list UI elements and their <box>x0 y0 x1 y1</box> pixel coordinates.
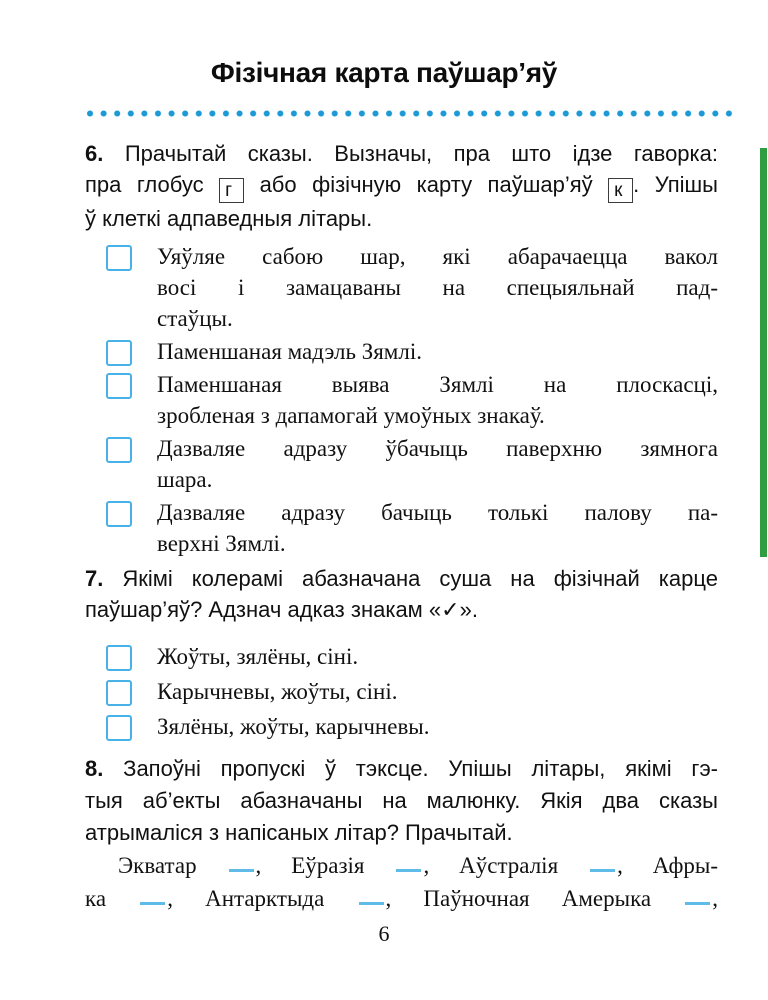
answer-checkbox[interactable] <box>106 340 132 366</box>
write-in-blank[interactable] <box>590 869 615 872</box>
task6-line1: Прачытай сказы. Вызначы, пра што ідзе гаворка: <box>124 141 718 166</box>
text-line: восі і замацаваны на спецыяльнай пад- <box>157 275 718 300</box>
text-line <box>85 138 718 169</box>
option-label: Зялёны, жоўты, карычневы. <box>157 714 430 739</box>
fill-text: ка <box>85 886 107 911</box>
option-label: Жоўты, зялёны, сіні. <box>157 644 359 669</box>
task7-heading <box>85 563 718 625</box>
task8-line3: атрымаліся з напісаных літар? Прачытай. <box>85 820 513 845</box>
letter-box-k <box>608 178 633 203</box>
answer-checkbox[interactable] <box>106 645 132 671</box>
answer-checkbox[interactable] <box>106 245 132 271</box>
task7-options <box>85 641 718 744</box>
text-line <box>85 882 718 915</box>
write-in-blank[interactable] <box>396 869 421 872</box>
text-line <box>85 563 718 594</box>
fill-text: Экватар <box>118 853 197 878</box>
list-item <box>85 711 718 742</box>
letter-box-g <box>219 178 244 203</box>
green-edge-bar <box>760 148 767 557</box>
answer-checkbox[interactable] <box>106 501 132 527</box>
text-line: стаўцы. <box>157 306 233 331</box>
text-line <box>85 169 718 203</box>
task8-fill-text <box>85 849 718 915</box>
task7-number: 7. <box>85 566 104 591</box>
text-line: зробленая з дапамогай умоўных знакаў. <box>157 403 545 428</box>
text-line: шара. <box>157 467 213 492</box>
task7-line2: паўшар’яў? Адзнач адказ знакам «✓». <box>85 597 478 622</box>
task7-line1: Якімі колерамі абазначана суша на фізічнай карце <box>122 566 718 591</box>
list-item <box>85 433 718 495</box>
task6-items <box>85 241 718 561</box>
letter-g: г <box>225 180 233 201</box>
answer-checkbox[interactable] <box>106 373 132 399</box>
answer-checkbox[interactable] <box>106 715 132 741</box>
task8-number: 8. <box>85 756 104 781</box>
fill-text: , <box>712 886 719 911</box>
list-item <box>85 369 718 431</box>
write-in-blank[interactable] <box>359 902 384 905</box>
dotted-rule <box>86 109 738 118</box>
text-line: Паменшаная мадэль Зямлі. <box>157 339 422 364</box>
task6-number: 6. <box>85 141 104 166</box>
write-in-blank[interactable] <box>229 869 254 872</box>
text-line: Уяўляе сабою шар, які абарачаецца вакол <box>157 244 718 269</box>
list-item <box>85 676 718 707</box>
task6-line2-post: . Упішы <box>633 172 718 197</box>
task6-heading <box>85 138 718 234</box>
text-line <box>85 753 718 785</box>
text-line: Паменшаная выява Зямлі на плоскасці, <box>157 372 718 397</box>
list-item <box>85 497 718 559</box>
fill-text: , Еўразія <box>255 853 365 878</box>
fill-text: , Аўстралія <box>423 853 559 878</box>
task8-line2: тыя аб’екты абазначаны на малюнку. Якія два сказы <box>85 788 718 813</box>
task6-line2-mid: або фізічную карту паўшар’яў <box>259 172 593 197</box>
answer-checkbox[interactable] <box>106 680 132 706</box>
task8-heading <box>85 753 718 849</box>
write-in-blank[interactable] <box>685 902 710 905</box>
page-title: Фізічная карта паўшар’яў <box>210 57 558 88</box>
option-label: Карычневы, жоўты, сіні. <box>157 679 398 704</box>
fill-text: , Афры- <box>617 853 719 878</box>
page-number: 6 <box>378 921 390 946</box>
task6-line3: ў клеткі адпаведныя літары. <box>85 206 373 231</box>
list-item <box>85 641 718 672</box>
letter-k: к <box>614 180 623 201</box>
answer-checkbox[interactable] <box>106 437 132 463</box>
task8-line1: Запоўні пропускі ў тэксце. Упішы літары, якімі гэ- <box>123 756 718 781</box>
fill-text: , Антарктыда <box>167 886 325 911</box>
task6-line2-pre: пра глобус <box>85 172 204 197</box>
text-line: верхні Зямлі. <box>157 531 286 556</box>
text-line: Дазваляе адразу ўбачыць паверхню зямнога <box>157 436 718 461</box>
text-line <box>85 849 718 882</box>
fill-text: , Паўночная Амерыка <box>385 886 652 911</box>
list-item <box>85 241 718 334</box>
list-item <box>85 336 718 367</box>
text-line: Дазваляе адразу бачыць толькі палову па- <box>157 500 718 525</box>
write-in-blank[interactable] <box>140 902 165 905</box>
